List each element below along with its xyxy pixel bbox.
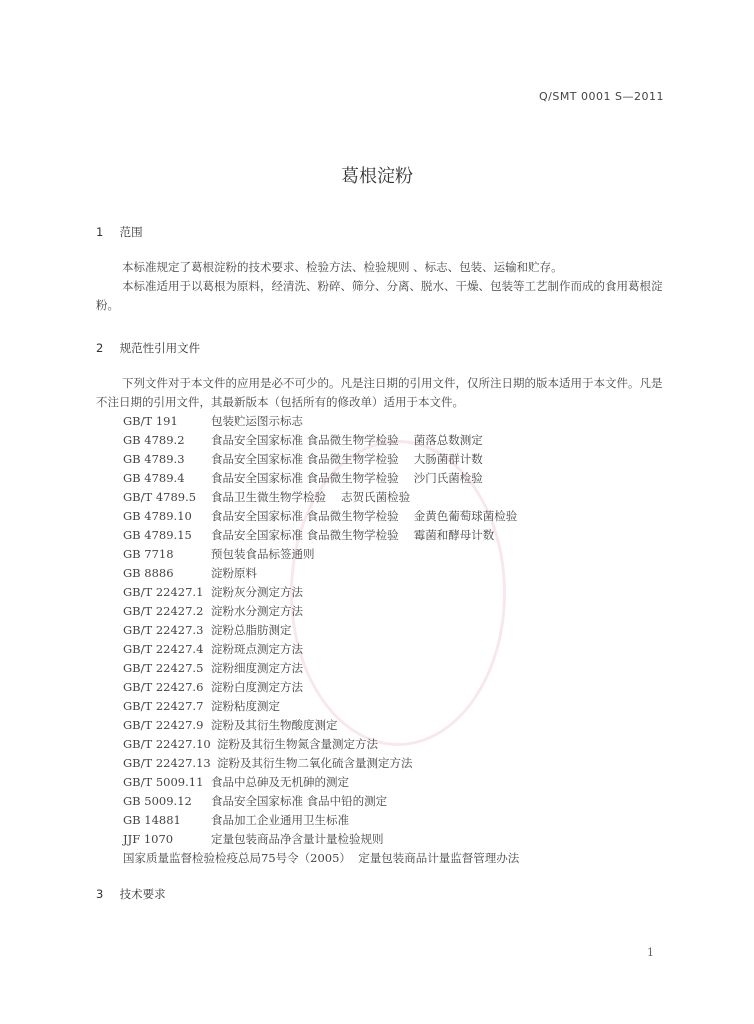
reference-code: GB 8886 xyxy=(123,566,174,580)
reference-code: GB/T 22427.13 xyxy=(123,756,211,770)
reference-code: GB/T 22427.5 xyxy=(123,661,204,675)
reference-item xyxy=(123,450,519,469)
reference-item xyxy=(123,488,519,507)
section-heading-references xyxy=(96,340,200,356)
page-number: 1 xyxy=(647,946,654,959)
reference-title: 食品中总砷及无机砷的测定 xyxy=(211,775,349,789)
reference-item xyxy=(123,735,519,754)
section-title: 规范性引用文件 xyxy=(119,341,201,355)
reference-item xyxy=(123,792,519,811)
reference-code: GB/T 22427.1 xyxy=(123,585,204,599)
reference-title: 包装贮运图示标志 xyxy=(211,414,303,428)
reference-title: 定量包装商品净含量计量检验规则 xyxy=(211,832,384,846)
reference-item xyxy=(123,602,519,621)
reference-item xyxy=(123,830,519,849)
reference-code: GB/T 22427.3 xyxy=(123,623,204,637)
reference-title: 食品安全国家标准 食品微生物学检验 大肠菌群计数 xyxy=(211,452,483,466)
reference-title: 淀粉水分测定方法 xyxy=(211,604,303,618)
reference-code: GB 4789.3 xyxy=(123,452,185,466)
section-title: 技术要求 xyxy=(119,887,166,901)
reference-title: 食品安全国家标准 食品微生物学检验 菌落总数测定 xyxy=(211,433,483,447)
reference-title: 淀粉原料 xyxy=(211,566,257,580)
reference-code: GB/T 5009.11 xyxy=(123,775,204,789)
reference-code: GB 5009.12 xyxy=(123,794,192,808)
section-number: 3 xyxy=(96,887,104,901)
reference-list xyxy=(123,412,519,868)
reference-item xyxy=(123,754,519,773)
reference-code: GB 14881 xyxy=(123,813,181,827)
reference-title: 定量包装商品计量监督管理办法 xyxy=(358,851,520,865)
reference-item xyxy=(123,811,519,830)
reference-code: GB/T 22427.4 xyxy=(123,642,204,656)
reference-code: GB/T 22427.9 xyxy=(123,718,204,732)
references-intro: 下列文件对于本文件的应用是必不可少的。凡是注日期的引用文件，仅所注日期的版本适用于本文件。凡是不注日期的引用文件，其最新版本（包括所有的修改单）适用于本文件。 xyxy=(96,376,663,409)
reference-title: 淀粉及其衍生物氮含量测定方法 xyxy=(217,737,378,751)
reference-code: GB 7718 xyxy=(123,547,174,561)
reference-code: GB/T 22427.7 xyxy=(123,699,204,713)
reference-item xyxy=(123,621,519,640)
reference-title: 淀粉粘度测定 xyxy=(211,699,280,713)
reference-title: 食品安全国家标准 食品微生物学检验 沙门氏菌检验 xyxy=(211,471,483,485)
reference-title: 食品安全国家标准 食品微生物学检验 霉菌和酵母计数 xyxy=(211,528,495,542)
reference-title: 预包装食品标签通则 xyxy=(211,547,315,561)
reference-item xyxy=(123,564,519,583)
reference-title: 淀粉及其衍生物二氧化硫含量测定方法 xyxy=(217,756,413,770)
reference-code: GB/T 191 xyxy=(123,414,178,428)
reference-item xyxy=(123,412,519,431)
standard-code: Q/SMT 0001 S—2011 xyxy=(538,90,664,103)
reference-item xyxy=(123,431,519,450)
document-title: 葛根淀粉 xyxy=(341,166,413,187)
reference-item xyxy=(123,773,519,792)
reference-code: GB 4789.2 xyxy=(123,433,185,447)
reference-item xyxy=(123,697,519,716)
reference-code: JJF 1070 xyxy=(123,832,174,846)
reference-title: 食品安全国家标准 食品微生物学检验 金黄色葡萄球菌检验 xyxy=(211,509,518,523)
section-title: 范围 xyxy=(119,225,143,239)
section-heading-scope xyxy=(96,224,143,240)
reference-item xyxy=(123,716,519,735)
reference-title: 淀粉白度测定方法 xyxy=(211,680,303,694)
reference-title: 食品卫生微生物学检验 志贺氏菌检验 xyxy=(211,490,411,504)
reference-code: GB/T 22427.2 xyxy=(123,604,204,618)
reference-item xyxy=(123,678,519,697)
reference-code: GB 4789.4 xyxy=(123,471,185,485)
reference-item xyxy=(123,849,519,868)
section-heading-technical xyxy=(96,886,166,902)
section-number: 1 xyxy=(96,225,104,239)
reference-title: 淀粉灰分测定方法 xyxy=(211,585,303,599)
reference-title: 食品安全国家标准 食品中铅的测定 xyxy=(211,794,388,808)
reference-item xyxy=(123,659,519,678)
scope-paragraph-1: 本标准规定了葛根淀粉的技术要求、检验方法、检验规则 、标志、包装、运输和贮存。 xyxy=(122,260,563,274)
reference-code: GB 4789.15 xyxy=(123,528,192,542)
reference-item xyxy=(123,526,519,545)
reference-item xyxy=(123,469,519,488)
reference-item xyxy=(123,640,519,659)
reference-title: 淀粉细度测定方法 xyxy=(211,661,303,675)
reference-title: 淀粉总脂肪测定 xyxy=(211,623,292,637)
reference-title: 淀粉及其衍生物酸度测定 xyxy=(211,718,338,732)
section-number: 2 xyxy=(96,341,104,355)
reference-code: GB/T 22427.6 xyxy=(123,680,204,694)
scope-paragraph-2: 本标准适用于以葛根为原料，经清洗、粉碎、筛分、分离、脱水、干燥、包装等工艺制作而成的食用葛根淀粉。 xyxy=(96,279,663,312)
reference-item xyxy=(123,507,519,526)
reference-item xyxy=(123,545,519,564)
reference-code: GB/T 4789.5 xyxy=(123,490,197,504)
reference-title: 淀粉斑点测定方法 xyxy=(211,642,303,656)
reference-code: GB/T 22427.10 xyxy=(123,737,211,751)
reference-title: 食品加工企业通用卫生标准 xyxy=(211,813,349,827)
reference-code: GB 4789.10 xyxy=(123,509,192,523)
reference-code: 国家质量监督检验检疫总局75号令（2005） xyxy=(123,851,351,865)
reference-item xyxy=(123,583,519,602)
